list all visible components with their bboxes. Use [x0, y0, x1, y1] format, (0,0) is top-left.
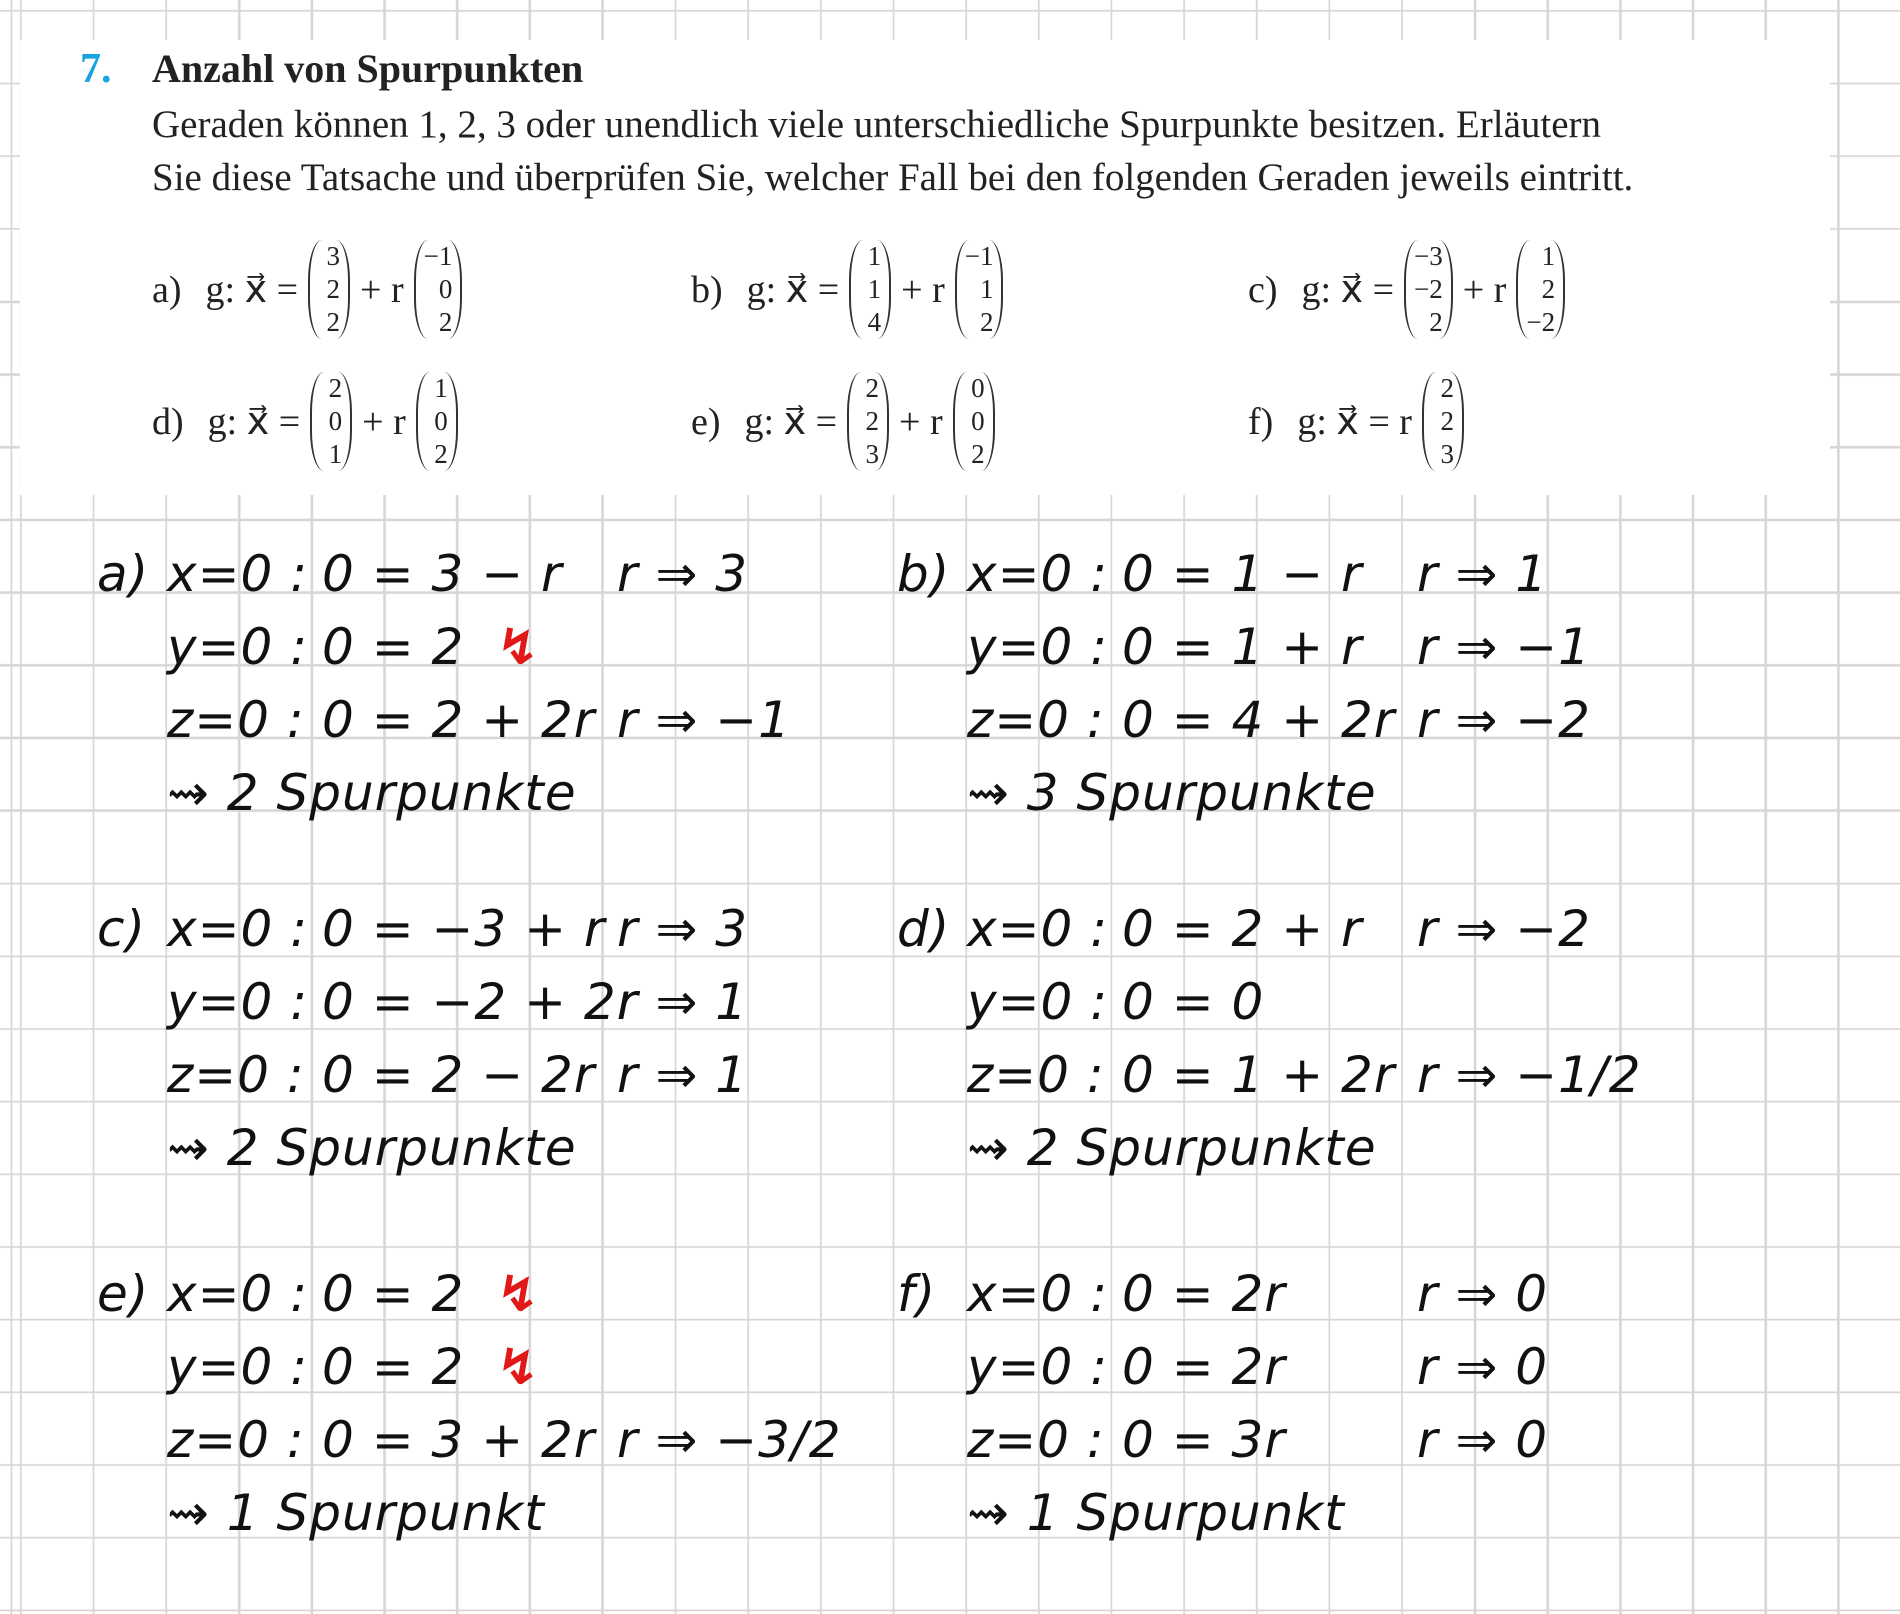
- line-equation-1: [691, 240, 1003, 339]
- line-equation-0: [152, 240, 462, 339]
- conclusion: ⇝ 2 Spurpunkte: [167, 1119, 577, 1177]
- part-label: e): [691, 400, 721, 443]
- vector-entry: 2: [865, 373, 880, 403]
- vector-entry: 0: [971, 406, 985, 436]
- line-equation-5: [1248, 372, 1464, 471]
- part-label: f): [1248, 400, 1274, 443]
- vector-entry: 1: [867, 274, 882, 304]
- part-label: a): [152, 268, 182, 311]
- solution-label: d): [897, 900, 951, 958]
- trace-condition: z=0 :: [167, 1046, 305, 1104]
- trace-equation: 0 = −2 + 2r: [322, 973, 639, 1031]
- vector-entry: 2: [865, 406, 880, 436]
- equation-lhs: g: x⃗ =: [746, 269, 840, 311]
- plus-r: + r: [360, 268, 404, 311]
- trace-condition: x=0 :: [167, 1265, 309, 1323]
- vector-entry: 1: [1541, 241, 1556, 271]
- trace-condition: x=0 :: [967, 545, 1109, 603]
- trace-equation: 0 = 1 + 2r: [1122, 1046, 1396, 1104]
- vector: [308, 240, 350, 339]
- solution-label: a): [97, 545, 150, 603]
- trace-equation: 0 = 2r: [1122, 1338, 1286, 1396]
- contradiction-icon: ↯: [497, 1265, 540, 1323]
- part-label: c): [1248, 268, 1278, 311]
- trace-result: r ⇒ −2: [1417, 691, 1591, 749]
- trace-equation: 0 = 2: [322, 1265, 465, 1323]
- plus-r: + r: [1462, 268, 1507, 311]
- trace-result: r ⇒ 3: [617, 900, 749, 958]
- vector-entry: 2: [1440, 406, 1454, 436]
- conclusion: ⇝ 2 Spurpunkte: [167, 764, 577, 822]
- trace-condition: x=0 :: [167, 900, 309, 958]
- plus-r: + r: [362, 400, 406, 443]
- vector: [849, 240, 891, 339]
- vector-entry: −3: [1414, 241, 1443, 271]
- plus-r: + r: [901, 268, 945, 311]
- trace-result: r ⇒ 1: [1417, 545, 1549, 603]
- vector-entry: −1: [423, 241, 453, 271]
- vector: [1422, 372, 1464, 471]
- trace-condition: y=0 :: [167, 1338, 309, 1396]
- equation-lhs: g: x⃗ =: [207, 401, 301, 443]
- trace-equation: 0 = 2: [322, 1338, 465, 1396]
- exercise-text: [152, 98, 1802, 204]
- trace-condition: y=0 :: [967, 1338, 1109, 1396]
- vector-entry: 2: [434, 439, 448, 469]
- vector-entry: 2: [1440, 373, 1454, 403]
- text-line: Geraden können 1, 2, 3 oder unendlich viele unterschiedliche Spurpunkte besitzen. Erläutern: [152, 103, 1602, 146]
- trace-result: r ⇒ −1: [617, 691, 791, 749]
- trace-result: r ⇒ −1: [1417, 618, 1591, 676]
- contradiction-icon: ↯: [497, 618, 540, 676]
- trace-result: r ⇒ −3/2: [617, 1411, 842, 1469]
- vector-entry: 1: [979, 274, 994, 304]
- plus-r: + r: [899, 400, 943, 443]
- trace-condition: z=0 :: [167, 691, 305, 749]
- vector-entry: 3: [326, 241, 341, 271]
- conclusion: ⇝ 3 Spurpunkte: [967, 764, 1377, 822]
- vector: [953, 372, 995, 471]
- vector-entry: 0: [971, 373, 985, 403]
- vector-entry: 2: [328, 373, 343, 403]
- vector: [847, 372, 889, 471]
- trace-equation: 0 = 3r: [1122, 1411, 1286, 1469]
- vector-entry: −1: [964, 241, 994, 271]
- trace-result: r ⇒ 1: [617, 1046, 749, 1104]
- trace-condition: x=0 :: [167, 545, 309, 603]
- trace-result: r ⇒ 0: [1417, 1338, 1549, 1396]
- vector-entry: 2: [326, 307, 341, 337]
- trace-equation: 0 = 2 + 2r: [322, 691, 596, 749]
- trace-condition: y=0 :: [967, 973, 1109, 1031]
- vector: [310, 372, 352, 471]
- equation-lhs: g: x⃗ = r: [1297, 401, 1412, 443]
- trace-equation: 0 = 3 − r: [322, 545, 563, 603]
- vector: [955, 240, 1004, 339]
- equation-lhs: g: x⃗ =: [1301, 269, 1395, 311]
- vector-entry: 1: [328, 439, 343, 469]
- trace-result: r ⇒ 3: [617, 545, 749, 603]
- equation-lhs: g: x⃗ =: [744, 401, 838, 443]
- trace-condition: y=0 :: [167, 973, 309, 1031]
- trace-result: r ⇒ 0: [1417, 1265, 1549, 1323]
- line-equation-4: [691, 372, 995, 471]
- vector: [1404, 240, 1453, 339]
- trace-condition: x=0 :: [967, 900, 1109, 958]
- vector-entry: 2: [979, 307, 994, 337]
- solution-label: b): [897, 545, 951, 603]
- trace-condition: y=0 :: [967, 618, 1109, 676]
- vector: [1516, 240, 1565, 339]
- vector-entry: 1: [867, 241, 882, 271]
- conclusion: ⇝ 1 Spurpunkt: [967, 1484, 1345, 1542]
- solution-label: e): [97, 1265, 150, 1323]
- trace-equation: 0 = −3 + r: [322, 900, 606, 958]
- trace-condition: y=0 :: [167, 618, 309, 676]
- vector-entry: 4: [867, 307, 882, 337]
- vector-entry: −2: [1414, 274, 1443, 304]
- exercise-number: 7.: [80, 46, 112, 92]
- part-label: d): [152, 400, 184, 443]
- text-line: Sie diese Tatsache und überprüfen Sie, welcher Fall bei den folgenden Geraden jeweils eintritt.: [152, 156, 1634, 199]
- vector: [414, 240, 463, 339]
- trace-result: r ⇒ 1: [617, 973, 749, 1031]
- conclusion: ⇝ 2 Spurpunkte: [967, 1119, 1377, 1177]
- line-equation-3: [152, 372, 458, 471]
- vector-entry: 2: [326, 274, 341, 304]
- trace-equation: 0 = 2 − 2r: [322, 1046, 596, 1104]
- vector-entry: 1: [434, 373, 448, 403]
- trace-result: r ⇒ 0: [1417, 1411, 1549, 1469]
- vector-entry: 2: [1429, 307, 1443, 337]
- contradiction-icon: ↯: [497, 1338, 540, 1396]
- trace-equation: 0 = 2: [322, 618, 465, 676]
- exercise-title: Anzahl von Spurpunkten: [152, 46, 584, 91]
- vector-entry: 3: [865, 439, 880, 469]
- trace-equation: 0 = 0: [1122, 973, 1265, 1031]
- vector-entry: 2: [438, 307, 453, 337]
- vector-entry: 0: [328, 406, 343, 436]
- trace-result: r ⇒ −2: [1417, 900, 1591, 958]
- equation-lhs: g: x⃗ =: [205, 269, 299, 311]
- line-equation-2: [1248, 240, 1565, 339]
- solution-label: c): [97, 900, 146, 958]
- vector-entry: 0: [438, 274, 453, 304]
- conclusion: ⇝ 1 Spurpunkt: [167, 1484, 545, 1542]
- vector-entry: 0: [434, 406, 448, 436]
- trace-equation: 0 = 2r: [1122, 1265, 1286, 1323]
- vector-entry: 2: [1541, 274, 1556, 304]
- trace-result: r ⇒ −1/2: [1417, 1046, 1642, 1104]
- vector-entry: 2: [971, 439, 985, 469]
- solution-label: f): [897, 1265, 937, 1323]
- trace-condition: z=0 :: [967, 1411, 1105, 1469]
- trace-equation: 0 = 3 + 2r: [322, 1411, 596, 1469]
- trace-equation: 0 = 4 + 2r: [1122, 691, 1396, 749]
- vector-entry: 3: [1440, 439, 1454, 469]
- trace-condition: z=0 :: [167, 1411, 305, 1469]
- part-label: b): [691, 268, 723, 311]
- vector-entry: −2: [1526, 307, 1556, 337]
- trace-equation: 0 = 1 − r: [1122, 545, 1363, 603]
- trace-condition: z=0 :: [967, 1046, 1105, 1104]
- trace-equation: 0 = 2 + r: [1122, 900, 1363, 958]
- vector: [416, 372, 458, 471]
- trace-condition: z=0 :: [967, 691, 1105, 749]
- trace-condition: x=0 :: [967, 1265, 1109, 1323]
- trace-equation: 0 = 1 + r: [1122, 618, 1363, 676]
